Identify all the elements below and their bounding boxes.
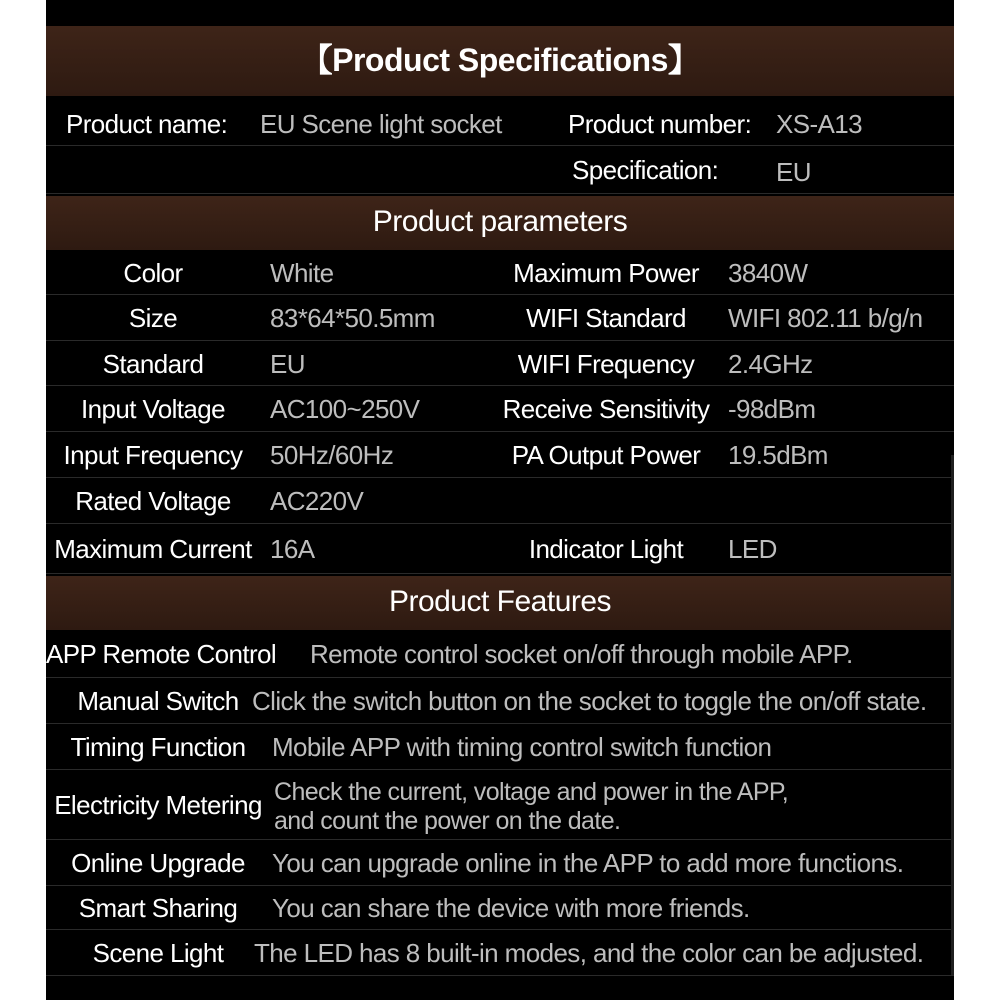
feature-row: [46, 930, 954, 976]
parameter-row: [46, 295, 954, 341]
spec-sheet: [46, 0, 954, 1000]
parameter-value: AC220V: [270, 486, 364, 516]
feature-label: APP Remote Control: [46, 639, 277, 669]
parameter-value: EU: [270, 349, 305, 379]
feature-row: [46, 770, 954, 840]
feature-description: Check the current, voltage and power in the APP, and count the power on the date.: [274, 778, 789, 835]
parameter-label: Indicator Light: [528, 534, 684, 564]
feature-description: Mobile APP with timing control switch function: [272, 732, 772, 762]
parameter-label: Input Frequency: [63, 440, 243, 470]
parameter-label: Input Voltage: [81, 394, 225, 424]
specification-label: Specification:: [572, 155, 719, 185]
parameter-row: [46, 386, 954, 432]
product-features-header: Product Features: [46, 576, 954, 630]
parameter-value: 16A: [270, 534, 315, 564]
feature-label: Scene Light: [92, 938, 224, 968]
product-number-value: XS-A13: [776, 109, 863, 139]
parameter-label: Standard: [102, 349, 204, 379]
parameter-label: WIFI Frequency: [517, 349, 695, 379]
parameter-label: Size: [128, 303, 178, 333]
parameter-label: Maximum Current: [54, 534, 252, 564]
parameter-value: LED: [728, 534, 777, 564]
feature-row: [46, 840, 954, 886]
parameter-label: Color: [123, 258, 183, 288]
parameter-value: -98dBm: [728, 394, 816, 424]
feature-row: [46, 630, 954, 678]
feature-description: You can share the device with more friends.: [272, 893, 750, 923]
product-name-value: EU Scene light socket: [260, 109, 502, 139]
parameter-value: White: [270, 258, 334, 288]
scrollbar[interactable]: [951, 455, 954, 975]
spec-row-specification: [46, 146, 954, 194]
parameter-value: AC100~250V: [270, 394, 420, 424]
feature-description: You can upgrade online in the APP to add more functions.: [272, 848, 904, 878]
parameter-label: Rated Voltage: [75, 486, 231, 516]
feature-row: [46, 724, 954, 770]
product-name-label: Product name:: [66, 109, 228, 139]
parameter-row: [46, 478, 954, 524]
parameter-label: Maximum Power: [513, 258, 699, 288]
feature-description: Click the switch button on the socket to toggle the on/off state.: [252, 686, 927, 716]
feature-description: Remote control socket on/off through mobile APP.: [310, 639, 853, 669]
parameter-label: PA Output Power: [511, 440, 701, 470]
parameter-label: Receive Sensitivity: [502, 394, 710, 424]
product-parameters-header: Product parameters: [46, 196, 954, 250]
parameter-row: [46, 250, 954, 295]
parameter-value: 50Hz/60Hz: [270, 440, 394, 470]
feature-label: Manual Switch: [77, 686, 239, 716]
feature-label: Timing Function: [70, 732, 246, 762]
parameter-value: 2.4GHz: [728, 349, 813, 379]
parameter-row: [46, 524, 954, 574]
product-specifications-header: 【Product Specifications】: [46, 26, 954, 96]
parameter-value: WIFI 802.11 b/g/n: [728, 303, 923, 333]
feature-row: [46, 678, 954, 724]
spec-row-name: [46, 98, 954, 146]
parameter-value: 3840W: [728, 258, 808, 288]
parameter-row: [46, 432, 954, 478]
feature-description: The LED has 8 built-in modes, and the color can be adjusted.: [254, 938, 924, 968]
feature-label: Online Upgrade: [71, 848, 245, 878]
feature-label: Electricity Metering: [54, 790, 262, 820]
specification-value: EU: [776, 157, 811, 187]
parameter-label: WIFI Standard: [526, 303, 686, 333]
parameter-value: 19.5dBm: [728, 440, 828, 470]
feature-row: [46, 886, 954, 930]
parameter-value: 83*64*50.5mm: [270, 303, 435, 333]
parameter-row: [46, 341, 954, 386]
product-number-label: Product number:: [568, 109, 752, 139]
feature-label: Smart Sharing: [78, 893, 238, 923]
